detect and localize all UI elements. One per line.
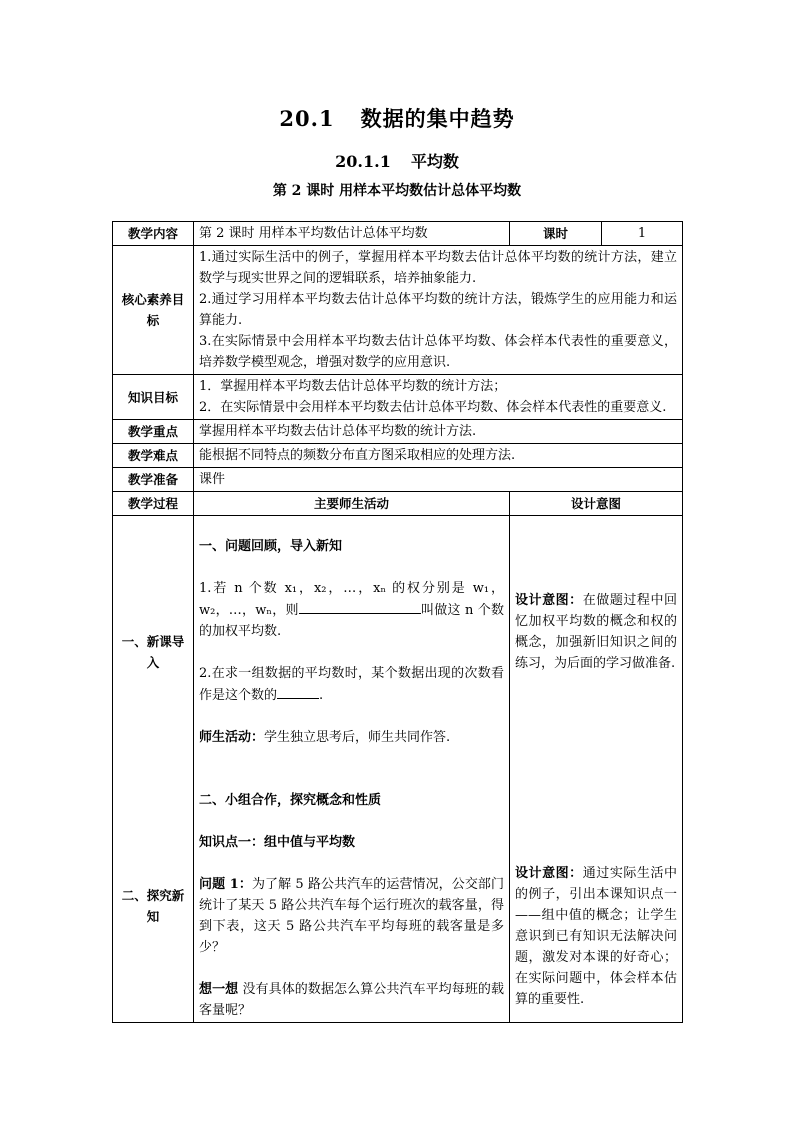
difficulty-value: 能根据不同特点的频数分布直方图采取相应的处理方法. [194, 444, 683, 468]
problem-1: 问题 1：为了解 5 路公共汽车的运营情况，公交部门统计了某天 5 路公共汽车每个运行班次的载客量，得到下表，这天 5 路公共汽车平均每班的载客量是多少？ [199, 877, 505, 955]
header-process: 教学过程 [113, 492, 194, 516]
subsection-title: 20.1.1 平均数 [335, 152, 459, 171]
core-item: 2.通过学习用样本平均数去估计总体平均数的统计方法，锻炼学生的应用能力和运算能力. [199, 292, 678, 328]
activity-heading-1: 一、问题回顾，导入新知 [199, 539, 343, 554]
section-title: 20.1 数据的集中趋势 [279, 106, 515, 131]
knowledge-item: 1．掌握用样本平均数去估计总体平均数的统计方法； [199, 379, 507, 394]
core-literacy-content [194, 246, 683, 375]
row-knowledge-goals [113, 375, 683, 420]
header-activities: 主要师生活动 [194, 492, 510, 516]
row-teaching-content [113, 222, 683, 246]
lesson-title: 第 2 课时 用样本平均数估计总体平均数 [272, 183, 522, 199]
knowledge-item: 2．在实际情景中会用样本平均数去估计总体平均数、体会样本代表性的重要意义. [199, 400, 667, 415]
label-knowledge-goals: 知识目标 [113, 375, 194, 420]
core-item: 3.在实际情景中会用样本平均数去估计总体平均数、体会样本代表性的重要意义，培养数学模型观念，增强对数学的应用意识. [199, 334, 678, 370]
design-intent [510, 516, 683, 1023]
header-design-intent: 设计意图 [510, 492, 683, 516]
row-process-body [113, 516, 683, 1023]
key-point-value: 掌握用样本平均数去估计总体平均数的统计方法. [194, 420, 683, 444]
answer-blank [277, 684, 319, 699]
question-2: 2.在求一组数据的平均数时，某个数据出现的次数看作是这个数的 . [199, 666, 505, 703]
teaching-content-value: 第 2 课时 用样本平均数估计总体平均数 [194, 222, 510, 246]
think-prompt: 想一想 没有具体的数据怎么算公共汽车平均每班的载客量呢？ [199, 982, 504, 1018]
label-preparation: 教学准备 [113, 468, 194, 492]
row-process-header [113, 492, 683, 516]
knowledge-point-1: 知识点一：组中值与平均数 [199, 835, 356, 850]
label-key-point: 教学重点 [113, 420, 194, 444]
row-preparation [113, 468, 683, 492]
design-intent-2: 设计意图：通过实际生活中的例子，引出本课知识点一——组中值的概念；让学生意识到已有知识无法解决问题，激发对本课的好奇心；在实际问题中，体会样本估算的重要性. [515, 865, 678, 1007]
answer-blank [299, 599, 421, 614]
stage-explore: 二、探究新知 [121, 887, 185, 924]
process-stages [113, 516, 194, 1023]
knowledge-goals-content [194, 375, 683, 420]
stage-intro: 一、新课导入 [121, 633, 185, 670]
class-hours-value: 1 [602, 222, 683, 246]
label-class-hours: 课时 [510, 222, 602, 246]
row-core-literacy [113, 246, 683, 375]
preparation-value: 课件 [194, 468, 683, 492]
process-activities [194, 516, 510, 1023]
teacher-student-activity: 师生活动：学生独立思考后，师生共同作答. [199, 730, 451, 745]
activity-heading-2: 二、小组合作，探究概念和性质 [199, 793, 382, 808]
lesson-plan-table [112, 221, 683, 1023]
row-difficulty [113, 444, 683, 468]
label-core-literacy: 核心素养目标 [113, 246, 194, 375]
design-intent-1: 设计意图：在做题过程中回忆加权平均数的概念和权的概念，加强新旧知识之间的练习，为后面的学习做准备. [515, 592, 678, 671]
question-1: 1.若 n 个数 x₁，x₂，…，xₙ 的权分别是 w₁，w₂，…，wₙ，则 叫做这 n 个数的加权平均数. [199, 581, 505, 639]
label-teaching-content: 教学内容 [113, 222, 194, 246]
core-item: 1.通过实际生活中的例子，掌握用样本平均数去估计总体平均数的统计方法，建立数学与现实世界之间的逻辑联系，培养抽象能力. [199, 250, 678, 286]
label-difficulty: 教学难点 [113, 444, 194, 468]
row-key-point [113, 420, 683, 444]
